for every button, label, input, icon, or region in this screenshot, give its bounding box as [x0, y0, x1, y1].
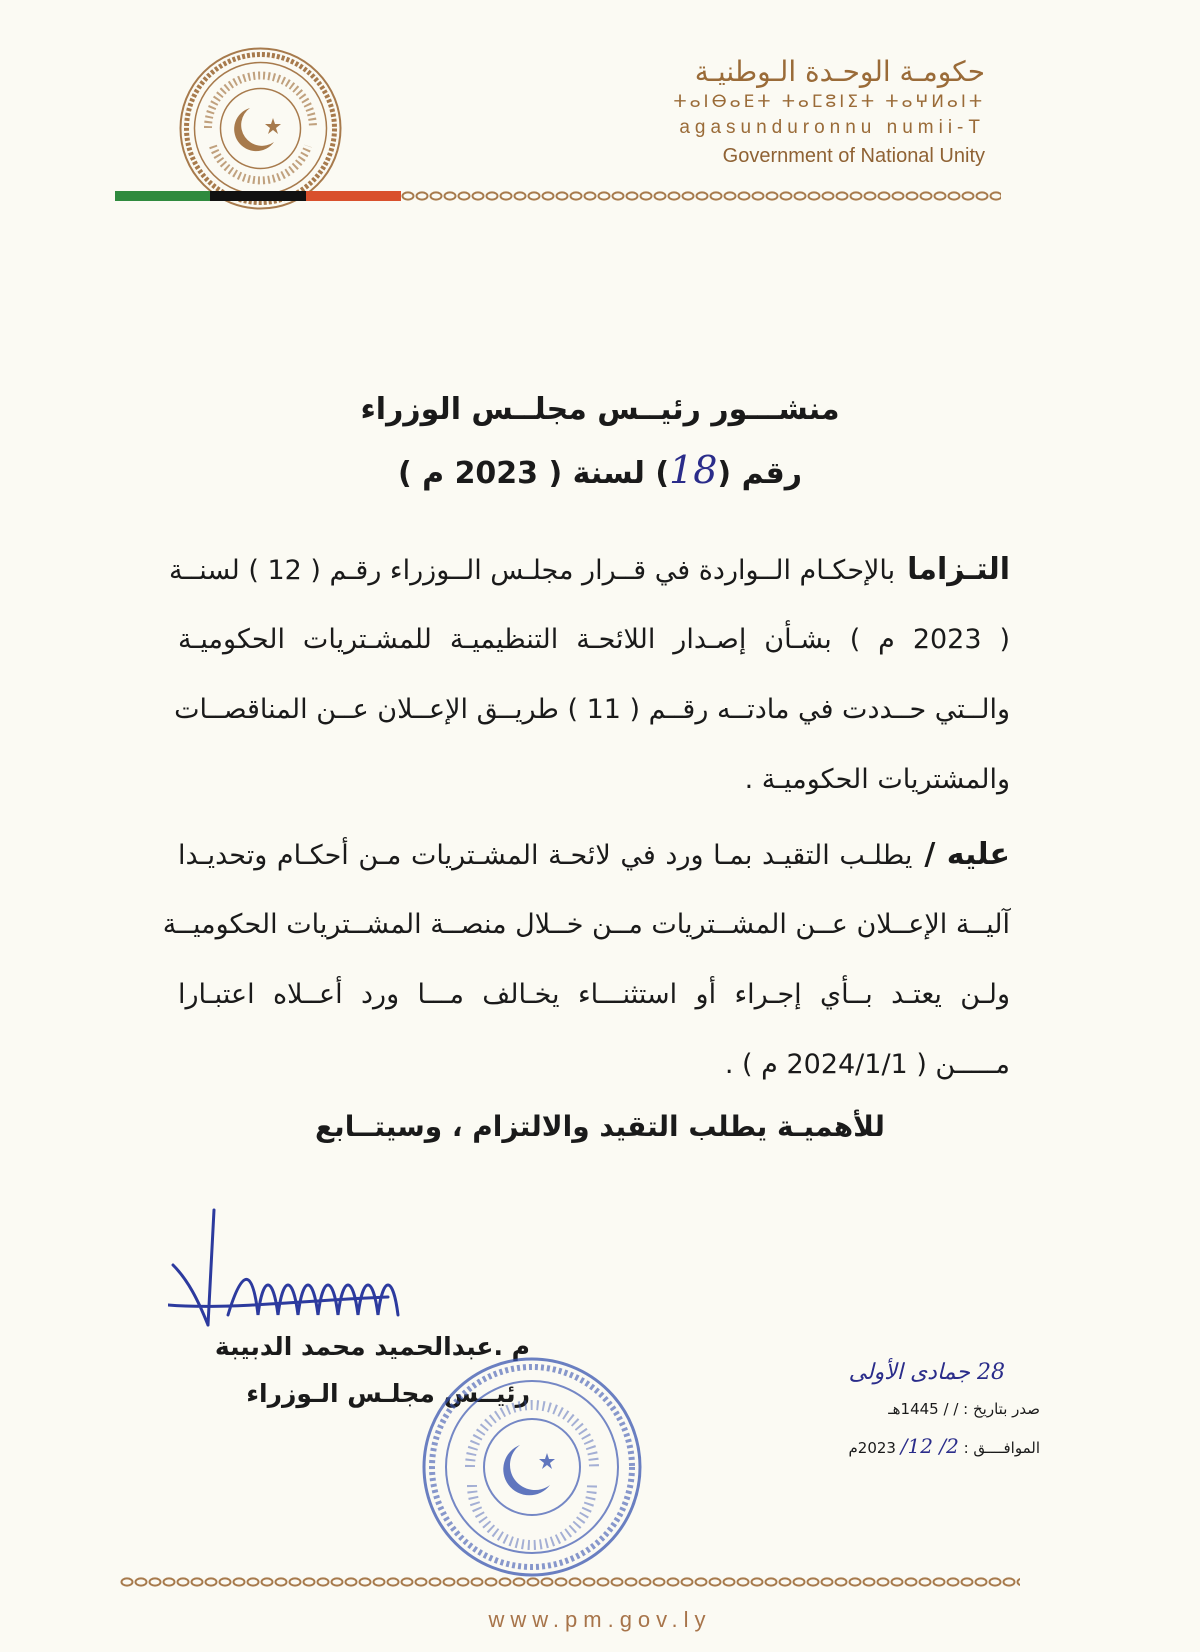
government-emblem-logo — [178, 46, 343, 211]
para2-line: مـــــن ( 2024/1/1 م ) . — [724, 1049, 1010, 1080]
issued-value: / / 1445هـ — [888, 1400, 959, 1418]
flag-stripe-red — [306, 191, 401, 201]
paragraph-reference — [169, 535, 1010, 815]
government-name-tifinagh: ⵜⴰⵏⴱⴰⴹⵜ ⵜⴰⵎⵓⵏⵉⵜ ⵜⴰⵖⵍⴰⵏⵜ — [673, 92, 985, 112]
corresponding-label: الموافــــق : — [963, 1439, 1040, 1457]
signatory-name: م .عبدالحميد محمد الدبيبة — [214, 1332, 530, 1361]
para1-line: والمشتريات الحكوميـة . — [744, 764, 1010, 795]
official-stamp-seal — [420, 1355, 645, 1580]
para1-lead: التـزاما — [907, 552, 1010, 587]
handwritten-number: 18 — [669, 448, 718, 492]
para2-line: آليــة الإعــلان عــن المشــتريات مــن خــلال منصــة المشــتريات الحكوميــة — [162, 909, 1010, 940]
para2-lead: عليه / — [924, 837, 1010, 872]
government-name-english: Government of National Unity — [722, 145, 985, 167]
para2-line: ولـن يعتـد بــأي إجـراء أو استثنـــاء يخـالف مـــا ورد أعــلاه اعتبـارا — [178, 979, 1010, 1010]
para1-line: والــتي حــددت في مادتــه رقــم ( 11 ) طريــق الإعــلان عــن المناقصــات — [174, 694, 1010, 725]
closing-statement: للأهميـة يطلب التقيد والالتزام ، وسيتــابع — [315, 1110, 885, 1143]
handwritten-hijri-date: 28 جمادى الأولى — [848, 1360, 1005, 1385]
government-name-latin-amazigh: agasunduronnu numii-T — [679, 117, 985, 138]
footer-website-url: www.pm.gov.ly — [488, 1607, 712, 1632]
signatory-title: رئيــس مجلـس الـوزراء — [246, 1379, 530, 1408]
government-name-block — [674, 55, 985, 171]
para1-line — [169, 535, 1010, 605]
para2-line — [178, 820, 1010, 890]
government-name-arabic: حكومـة الوحـدة الـوطنيـة — [694, 55, 985, 88]
gregorian-year: 2023م — [848, 1439, 896, 1457]
para1-line1-text: بالإحكـام الــواردة في قــرار مجلـس الــوزراء رقـم ( 12 ) لسنــة — [169, 555, 896, 586]
footer-chain-divider — [120, 1576, 1020, 1588]
gregorian-date-row — [849, 1434, 1041, 1458]
para1-line: ( 2023 م ) بشـأن إصـدار اللائحـة التنظيميـة للمشـتريات الحكوميـة — [178, 624, 1010, 655]
header-chain-divider — [401, 190, 1001, 202]
year-suffix: ) لسنة ( 2023 م ) — [397, 456, 670, 491]
paragraph-directive — [162, 820, 1010, 1100]
number-prefix: رقم ( — [717, 456, 803, 491]
document-title: منشـــور رئيــس مجلــس الوزراء — [360, 392, 840, 427]
document-number-line — [0, 448, 1200, 492]
issue-date-row — [888, 1400, 1040, 1418]
para2-line1-text: يطلـب التقيـد بمـا ورد في لائحـة المشـتريات مـن أحكـام وتحديـدا — [178, 840, 913, 871]
flag-stripe-black — [210, 191, 305, 201]
flag-stripe-green — [115, 191, 210, 201]
handwritten-gregorian-date: 2/ 12/ — [900, 1434, 959, 1458]
flag-color-bar — [115, 191, 401, 201]
issued-label: صدر بتاريخ : — [963, 1400, 1040, 1418]
